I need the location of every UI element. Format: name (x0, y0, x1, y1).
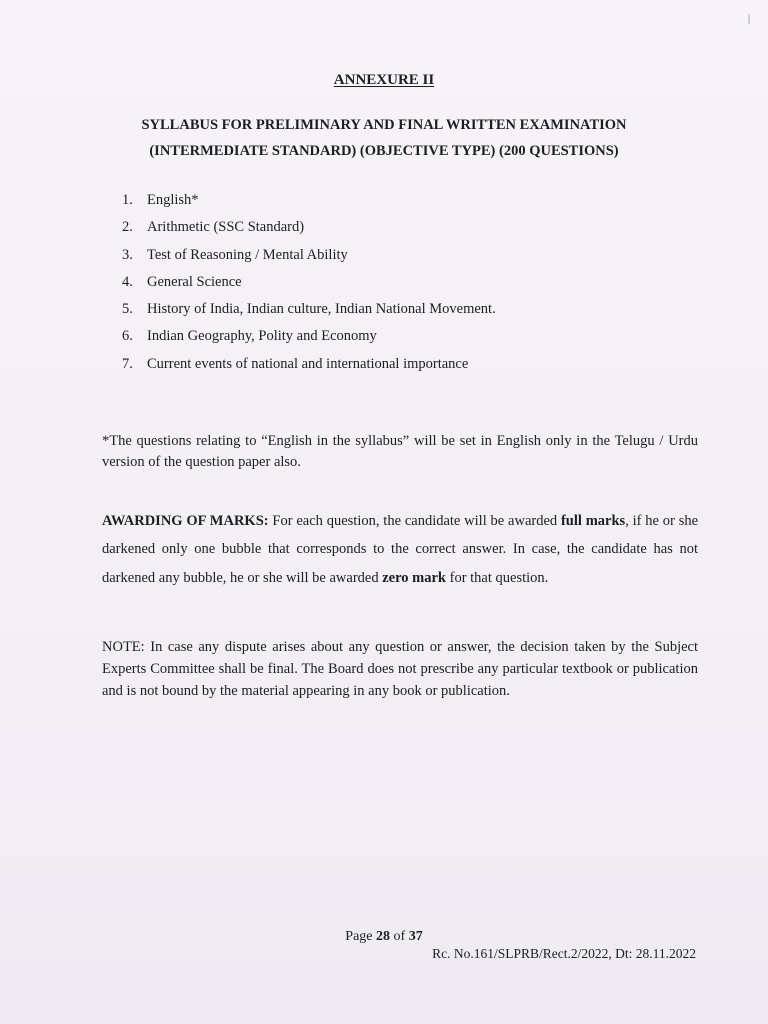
full-marks-emphasis: full marks (560, 512, 626, 529)
page-of: of (390, 929, 409, 944)
subject-item (122, 242, 496, 269)
page-number (0, 929, 768, 945)
page-current: 28 (376, 929, 391, 944)
subject-text: Arithmetic (SSC Standard) (147, 219, 305, 236)
subject-number: 7. (122, 355, 133, 372)
syllabus-heading-line-1: SYLLABUS FOR PRELIMINARY AND FINAL WRITTEN EXAMINATION (141, 117, 627, 133)
scan-edge-mark (748, 14, 750, 24)
subject-number: 5. (122, 301, 133, 318)
subject-item (122, 296, 496, 323)
subject-number: 6. (122, 328, 133, 345)
syllabus-heading-line-2: (INTERMEDIATE STANDARD) (OBJECTIVE TYPE) (200 QUESTIONS) (149, 143, 619, 159)
awarding-of-marks (102, 507, 698, 593)
syllabus-heading (60, 112, 708, 164)
subject-text: Current events of national and international importance (147, 355, 469, 372)
page-prefix: Page (345, 929, 377, 944)
subject-item (122, 214, 496, 241)
reference-number: Rc. No.161/SLPRB/Rect.2/2022, Dt: 28.11.2022 (432, 946, 696, 961)
awarding-text-1: For each question, the candidate will be awarded (268, 512, 561, 529)
subject-item (122, 269, 496, 296)
zero-mark-emphasis: zero mark (382, 569, 446, 586)
awarding-text-2: , if he or she darkened only one bubble that corresponds to the correct answer. In case, the candidate has not darkened any bubble, he or she will be awarded (102, 512, 699, 586)
awarding-text-3: for that question. (445, 569, 549, 586)
dispute-note: NOTE: In case any dispute arises about any question or answer, the decision taken by the Subject Experts Committee shall be final. The Board does not prescribe any particular textbook or publication and is not bound by the material appearing in any book or publication. (102, 638, 698, 699)
subject-text: Test of Reasoning / Mental Ability (147, 246, 348, 263)
subject-text: General Science (147, 273, 242, 290)
subject-item (122, 351, 496, 378)
subject-item (122, 323, 496, 350)
subject-list (122, 187, 496, 378)
page-total: 37 (408, 929, 423, 944)
subject-number: 4. (122, 273, 133, 290)
annexure-title: ANNEXURE II (333, 72, 435, 88)
awarding-label: AWARDING OF MARKS: (102, 512, 269, 529)
subject-number: 3. (122, 246, 133, 263)
subject-item (122, 187, 496, 214)
subject-text: Indian Geography, Polity and Economy (147, 328, 377, 345)
subject-text: English* (147, 192, 199, 208)
subject-number: 2. (122, 219, 133, 236)
english-note: *The questions relating to “English in the syllabus” will be set in English only in the Telugu / Urdu version of the question paper also. (102, 432, 698, 470)
subject-text: History of India, Indian culture, Indian National Movement. (147, 301, 496, 318)
subject-number: 1. (122, 192, 133, 208)
